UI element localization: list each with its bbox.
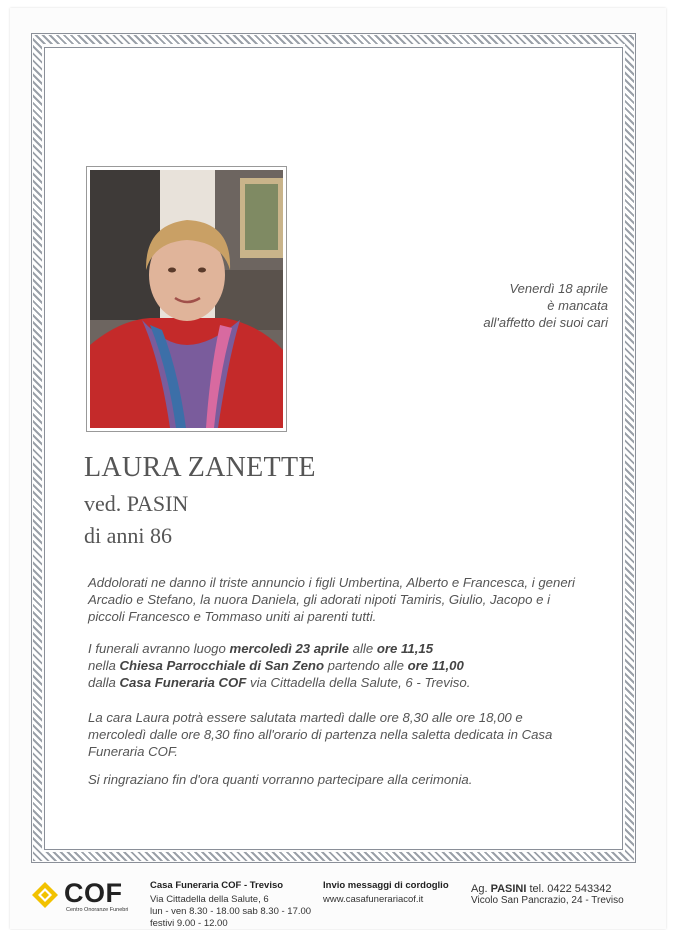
funeral-home-address: Via Cittadella della Salute, 6 [150,894,269,905]
visitation-paragraph: La cara Laura potrà essere salutata martedì dalle ore 8,30 alle ore 18,00 e mercoledì dalle ore 8,30 fino all'orario di partenza nella saletta dedicata in Casa Funeraria COF. [88,710,553,759]
cof-diamond-icon [32,882,58,908]
cof-logo [32,880,132,916]
condolences-title: Invio messaggi di cordoglio [323,880,449,891]
married-name: ved. PASIN [84,491,189,516]
agency-phone: tel. 0422 543342 [526,883,612,895]
footer-condolences [323,880,449,906]
date-line: Venerdì 18 aprile [509,281,608,296]
agency-address: Vicolo San Pancrazio, 24 - Treviso [471,895,624,906]
footer-funeral-home [150,880,311,930]
funeral-home-title: Casa Funeraria COF - Treviso [150,880,284,891]
logo-tagline: Centro Onoranze Funebri [66,907,129,913]
funeral-home-name: Casa Funeraria COF [119,675,247,690]
funeral-date: mercoledì 23 aprile [229,641,349,656]
funeral-time: ore 11,15 [376,641,434,656]
thanks-paragraph: Si ringraziano fin d'ora quanti vorranno partecipare alla cerimonia. [88,772,473,787]
family-line: all'affetto dei suoi cari [483,315,608,330]
date-of-death-block [388,280,608,331]
portrait-image [90,170,283,428]
passed-away-line: è mancata [547,298,608,313]
portrait-photo [86,166,287,432]
condolences-website-link[interactable]: www.casafunerariacof.it [323,894,424,905]
opening-hours-weekdays: lun - ven 8.30 - 18.00 sab 8.30 - 17.00 [150,906,312,917]
announcement-paragraph: Addolorati ne danno il triste annuncio i figli Umbertina, Alberto e Francesca, i generi Arcadio e Stefano, la nuora Daniela, gli adorati nipoti Tamiris, Giulio, Jacopo e i piccoli Francesco e Tommaso uniti ai parenti tutti. [88,575,575,624]
age-line: di anni 86 [84,523,172,548]
agency-name: PASINI [490,883,527,895]
departure-time: ore 11,00 [407,658,464,673]
footer-agency [471,883,624,907]
opening-hours-holidays: festivi 9.00 - 12.00 [150,918,228,929]
funeral-details-paragraph: I funerali avranno luogo mercoledì 23 aprile alle ore 11,15 nella Chiesa Parrocchiale di San Zeno partendo alle ore 11,00 dalla Casa Funeraria COF via Cittadella della Salute, 6 - Treviso. [88,641,471,690]
church-name: Chiesa Parrocchiale di San Zeno [119,658,325,673]
deceased-name: LAURA ZANETTE [84,452,316,483]
agency-line: Ag. PASINI tel. 0422 543342 [471,883,612,895]
logo-text: COF [64,878,123,908]
